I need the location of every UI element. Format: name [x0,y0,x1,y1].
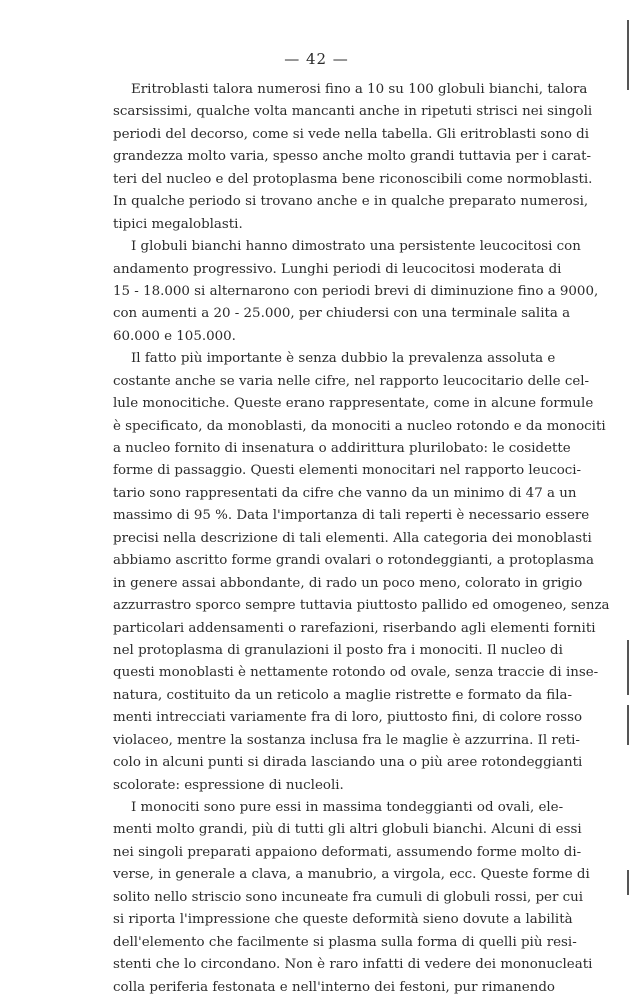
scan-edge-mark [627,870,629,895]
text-line: questi monoblasti è nettamente rotondo od ovale, senza traccie di inse- [113,665,599,681]
text-line: dell'elemento che facilmente si plasma sulla forma di quelli più resi- [113,934,577,950]
text-line: in genere assai abbondante, di rado un poco meno, colorato in grigio [113,575,583,591]
text-line: lule monocitiche. Queste erano rappresentate, come in alcune formule [113,396,594,412]
text-line: verse, in generale a clava, a manubrio, a virgola, ecc. Queste forme di [113,867,590,883]
text-line: 60.000 e 105.000. [113,328,236,344]
text-line: abbiamo ascritto forme grandi ovalari o rotondeggianti, a protoplasma [113,553,594,569]
text-line: azzurrastro sporco sempre tuttavia piuttosto pallido ed omogeneo, senza [113,598,610,614]
text-line: colla periferia festonata e nell'interno dei festoni, pur rimanendo [113,979,555,995]
text-line: periodi del decorso, come si vede nella tabella. Gli eritroblasti sono di [113,126,589,142]
text-line: solito nello striscio sono incuneate fra cumuli di globuli rossi, per cui [113,889,584,905]
text-line: I globuli bianchi hanno dimostrato una persistente leucocitosi con [131,239,581,255]
text-line: forme di passaggio. Questi elementi monocitari nel rapporto leucoci- [113,463,582,479]
text-line: 15 - 18.000 si alternarono con periodi brevi di diminuzione fino a 9000, [113,283,599,299]
text-line: Eritroblasti talora numerosi fino a 10 su 100 globuli bianchi, talora [131,82,588,97]
text-line: nel protoplasma di granulazioni il posto fra i monociti. Il nucleo di [113,642,563,658]
text-line: In qualche periodo si trovano anche e in qualche preparato numerosi, [113,194,589,210]
text-line: grandezza molto varia, spesso anche molto grandi tuttavia per i carat- [113,149,591,165]
text-line: colo in alcuni punti si dirada lasciando una o più aree rotondeggianti [113,755,583,771]
text-line: andamento progressivo. Lunghi periodi di leucocitosi moderata di [113,261,562,277]
text-line: a nucleo fornito di insenatura o addirittura plurilobato: le cosidette [113,441,571,456]
text-line: scarsissimi, qualche volta mancanti anche in ripetuti strisci nei singoli [113,104,593,120]
scan-edge-mark [627,20,629,90]
text-line: natura, costituito da un reticolo a maglie ristrette e formato da fila- [113,687,573,703]
scan-edge-mark [627,640,629,695]
text-line: stenti che lo circondano. Non è raro infatti di vedere dei mononucleati [113,957,593,973]
text-line: menti molto grandi, più di tutti gli altri globuli bianchi. Alcuni di essi [113,822,582,838]
text-line: tipici megaloblasti. [113,216,243,232]
text-line: Il fatto più importante è senza dubbio la prevalenza assoluta e [131,351,556,367]
text-line: si riporta l'impressione che queste deformità sieno dovute a labilità [113,912,573,928]
text-line: nei singoli preparati appaiono deformati, assumendo forme molto di- [113,844,582,860]
text-line: precisi nella descrizione di tali elementi. Alla categoria dei monoblasti [113,530,592,546]
text-line: con aumenti a 20 - 25.000, per chiudersi con una terminale salita a [113,306,571,322]
text-line: costante anche se varia nelle cifre, nel rapporto leucocitario delle cel- [113,373,590,389]
text-line: menti intrecciati variamente fra di loro, piuttosto fini, di colore rosso [113,710,583,726]
text-line: massimo di 95 %. Data l'importanza di tali reperti è necessario essere [113,508,590,524]
text-line: è specificato, da monoblasti, da monociti a nucleo rotondo e da monociti [113,418,606,434]
text-line: I monociti sono pure essi in massima tondeggianti od ovali, ele- [131,800,564,815]
text-line: scolorate: espressione di nucleoli. [113,777,344,793]
text-line: particolari addensamenti o rarefazioni, riserbando agli elementi forniti [113,620,596,636]
text-line: violaceo, mentre la sostanza inclusa fra le maglie è azzurrina. Il reti- [113,732,580,748]
page-number: — 42 — [284,50,349,68]
body-text [113,79,610,999]
scan-edge-mark [627,705,629,745]
text-line: tario sono rappresentati da cifre che vanno da un minimo di 47 a un [113,485,577,501]
text-line: teri del nucleo e del protoplasma bene riconoscibili come normoblasti. [113,171,593,187]
